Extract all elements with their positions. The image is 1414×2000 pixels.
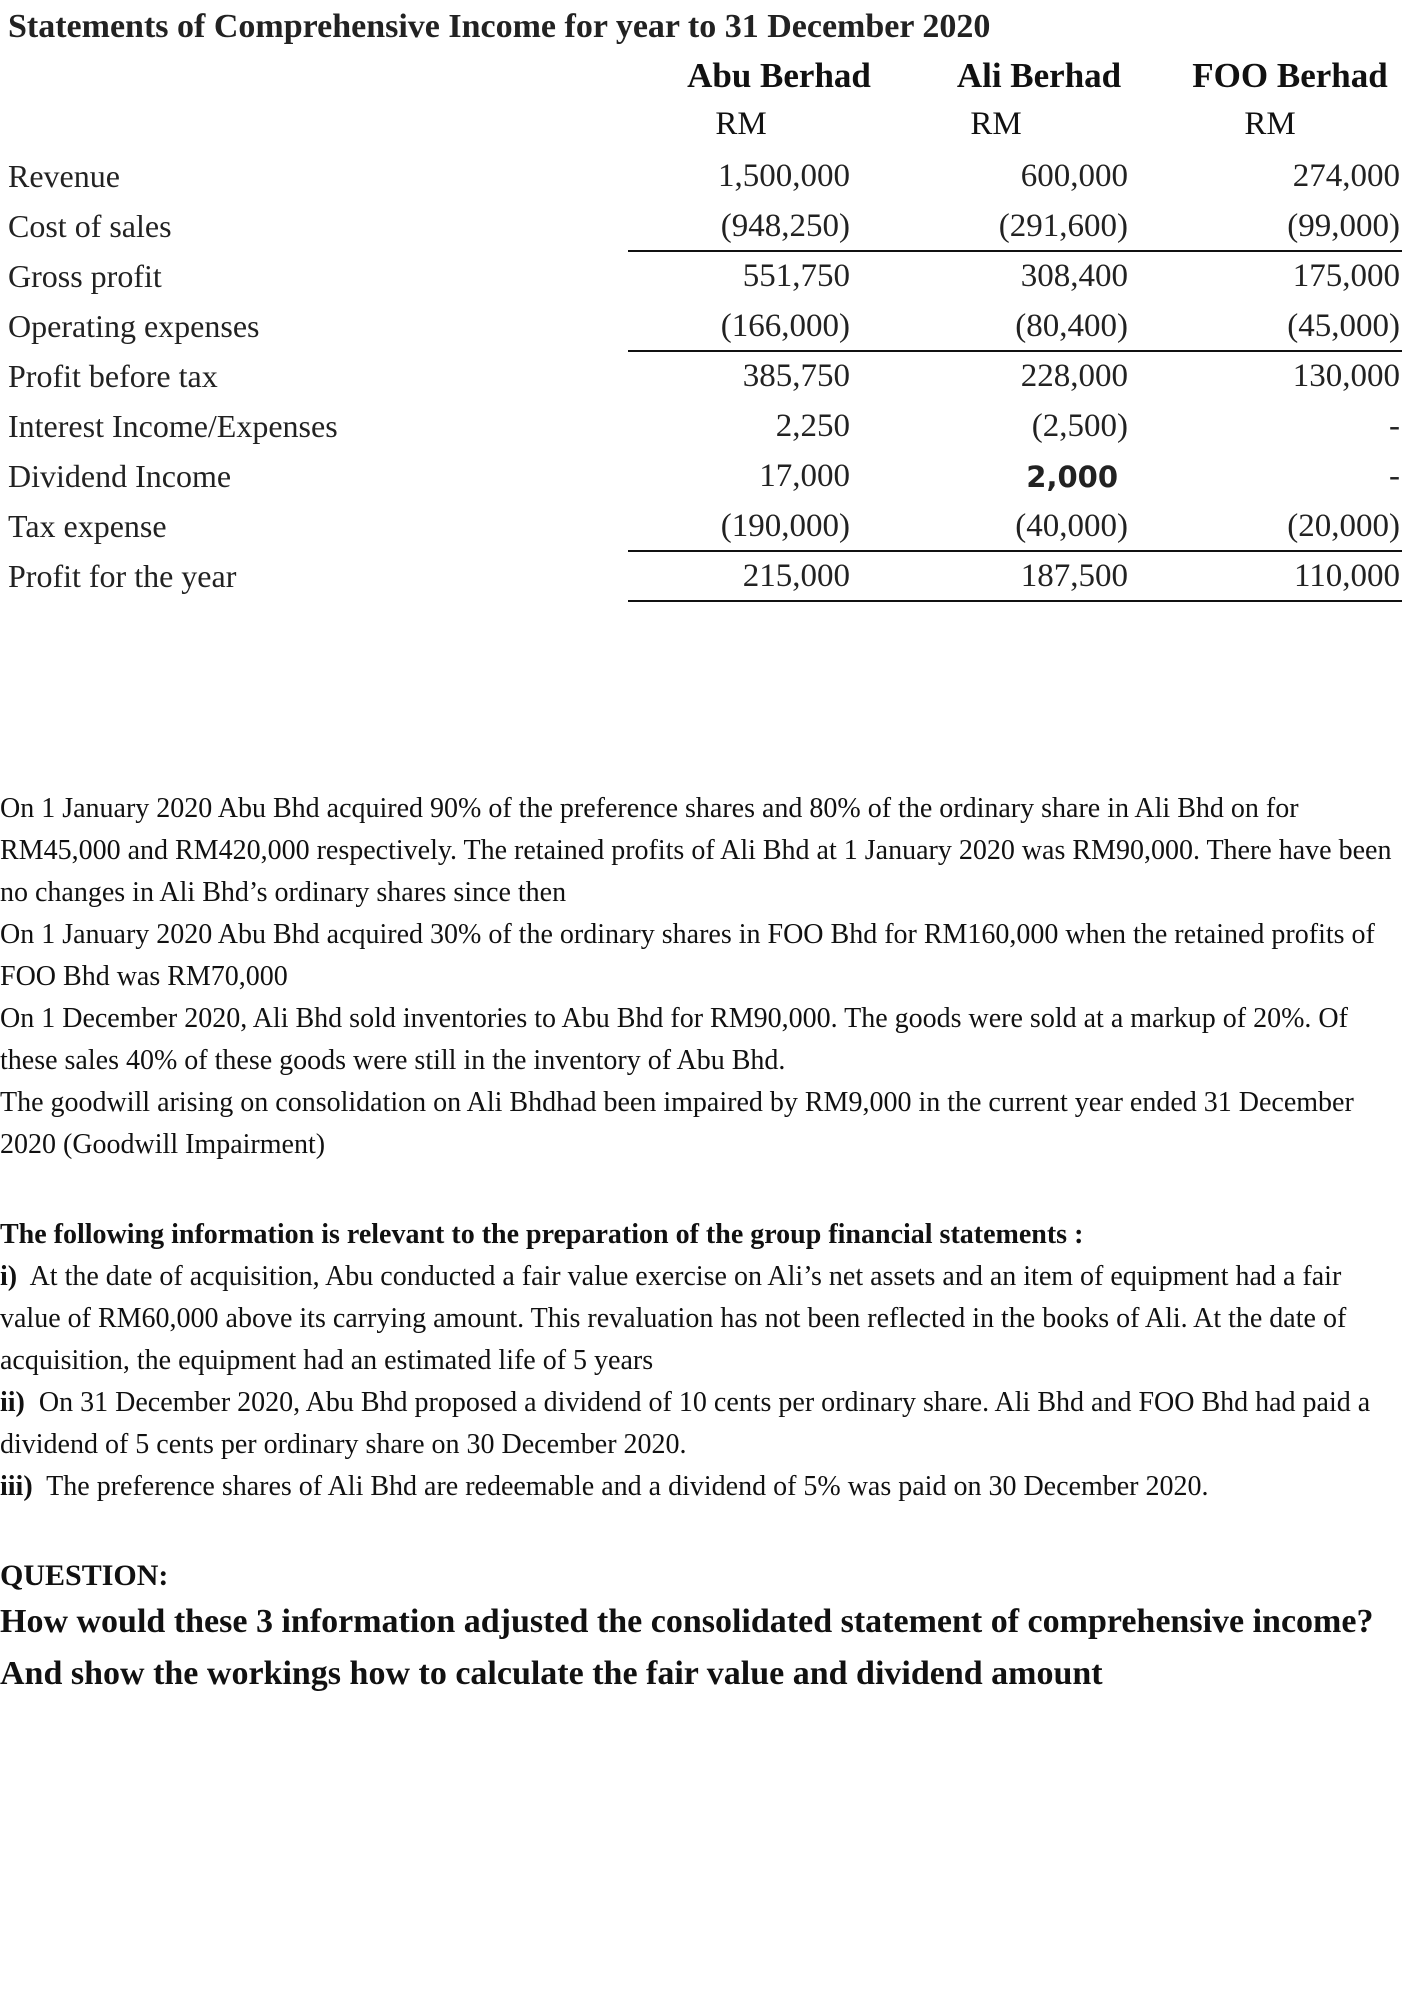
column-unit-ali: RM <box>970 106 1022 142</box>
table-cell: 175,000 <box>1292 258 1400 294</box>
note-paragraph: On 1 January 2020 Abu Bhd acquired 90% of the preference shares and 80% of the ordinary share in Ali Bhd on for RM45,000 and RM420,000 respectively. The retained profits of Ali Bhd at 1 January 2020 was RM90,000. There have been no changes in Ali Bhd’s ordinary shares since then <box>0 793 1392 908</box>
note-paragraph: The goodwill arising on consolidation on Ali Bhdhad been impaired by RM9,000 in the current year ended 31 December 2020 (Goodwill Impairment) <box>0 1087 1354 1160</box>
table-cell: (45,000) <box>1287 308 1400 344</box>
table-cell: - <box>1389 458 1400 494</box>
table-cell: 600,000 <box>1020 158 1128 194</box>
table-cell: (2,500) <box>1031 408 1128 444</box>
acquisition-notes <box>0 788 1408 1166</box>
table-cell: 385,750 <box>742 358 850 394</box>
table-cell: (20,000) <box>1287 508 1400 544</box>
total-rule <box>628 600 1402 602</box>
row-label-operating-expenses: Operating expenses <box>8 308 260 344</box>
info-text: At the date of acquisition, Abu conducted a fair value exercise on Ali’s net assets and an item of equipment had a fair value of RM60,000 above its carrying amount. This revaluation has not been reflected in the books of Ali. At the date of acquisition, the equipment had an estimated life of 5 years <box>0 1261 1347 1376</box>
subtotal-rule <box>628 250 1402 252</box>
row-label-profit-for-year: Profit for the year <box>8 558 237 594</box>
table-cell: 308,400 <box>1020 258 1128 294</box>
info-item <box>0 1466 1408 1508</box>
table-cell: - <box>1389 408 1400 444</box>
info-text: On 31 December 2020, Abu Bhd proposed a dividend of 10 cents per ordinary share. Ali Bhd and FOO Bhd had paid a dividend of 5 cents per ordinary share on 30 December 2020. <box>0 1387 1371 1460</box>
question-block <box>0 1556 1410 1700</box>
info-text: The preference shares of Ali Bhd are redeemable and a dividend of 5% was paid on 30 December 2020. <box>46 1471 1209 1502</box>
question-text: How would these 3 information adjusted the consolidated statement of comprehensive income? And show the workings how to calculate the fair value and dividend amount <box>0 1603 1374 1692</box>
table-cell: 187,500 <box>1020 558 1128 594</box>
row-label-interest: Interest Income/Expenses <box>8 408 338 444</box>
table-cell: (948,250) <box>720 208 850 244</box>
table-cell: 215,000 <box>742 558 850 594</box>
row-label-gross-profit: Gross profit <box>8 258 162 294</box>
row-label-profit-before-tax: Profit before tax <box>8 358 218 394</box>
table-cell: 1,500,000 <box>718 158 850 194</box>
info-marker: ii) <box>0 1387 25 1418</box>
income-statement-table <box>0 0 1414 620</box>
table-cell: 130,000 <box>1292 358 1400 394</box>
info-heading: The following information is relevant to the preparation of the group financial statements : <box>0 1219 1084 1250</box>
table-cell: (80,400) <box>1015 308 1128 344</box>
table-cell: (190,000) <box>720 508 850 544</box>
table-cell: 2,250 <box>775 408 850 444</box>
table-cell: 2,000 <box>1026 460 1118 494</box>
column-header-foo: FOO Berhad <box>1192 56 1388 95</box>
table-cell: (291,600) <box>998 208 1128 244</box>
row-label-tax-expense: Tax expense <box>8 508 167 544</box>
info-marker: iii) <box>0 1471 33 1502</box>
info-item <box>0 1256 1408 1382</box>
question-label: QUESTION: <box>0 1559 169 1592</box>
table-cell: 274,000 <box>1292 158 1400 194</box>
table-cell: (166,000) <box>720 308 850 344</box>
table-cell: 110,000 <box>1293 558 1400 594</box>
column-unit-abu: RM <box>715 106 767 142</box>
note-paragraph: On 1 January 2020 Abu Bhd acquired 30% of the ordinary shares in FOO Bhd for RM160,000 when the retained profits of FOO Bhd was RM70,000 <box>0 919 1375 992</box>
column-unit-foo: RM <box>1244 106 1296 142</box>
row-label-dividend-income: Dividend Income <box>8 458 232 494</box>
table-cell: 551,750 <box>742 258 850 294</box>
table-cell: 17,000 <box>759 458 850 494</box>
statement-title: Statements of Comprehensive Income for year to 31 December 2020 <box>8 8 991 45</box>
row-label-cost-of-sales: Cost of sales <box>8 208 172 244</box>
subtotal-rule <box>628 350 1402 352</box>
info-item <box>0 1382 1408 1466</box>
relevant-information <box>0 1214 1408 1508</box>
column-header-ali: Ali Berhad <box>956 56 1122 95</box>
table-cell: 228,000 <box>1020 358 1128 394</box>
row-label-revenue: Revenue <box>8 158 120 194</box>
table-cell: (99,000) <box>1287 208 1400 244</box>
table-cell: (40,000) <box>1015 508 1128 544</box>
info-marker: i) <box>0 1261 18 1292</box>
column-header-abu: Abu Berhad <box>687 56 871 95</box>
subtotal-rule <box>628 550 1402 552</box>
note-paragraph: On 1 December 2020, Ali Bhd sold inventories to Abu Bhd for RM90,000. The goods were sold at a markup of 20%. Of these sales 40% of these goods were still in the inventory of Abu Bhd. <box>0 1003 1348 1076</box>
